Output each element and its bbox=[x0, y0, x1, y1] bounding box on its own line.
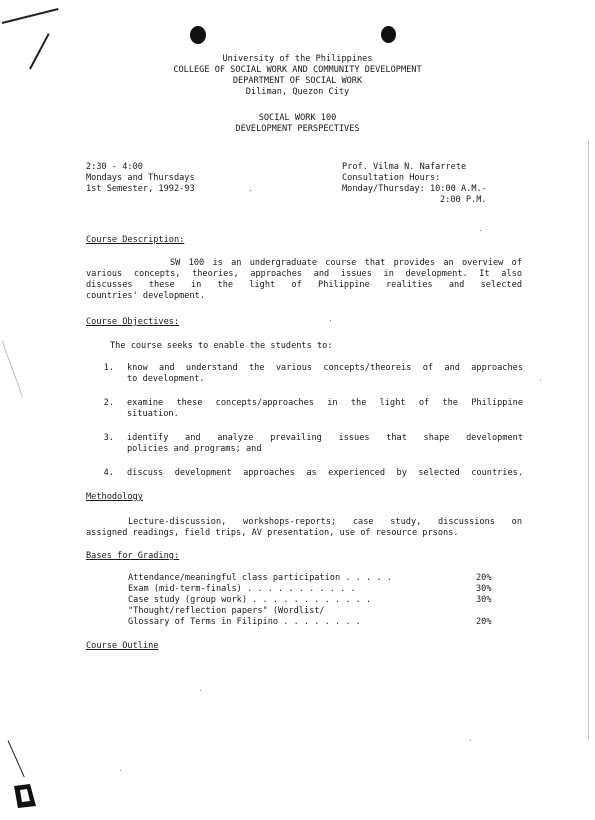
description-line: SW 100 is an undergraduate course that provides an overview of bbox=[170, 258, 522, 268]
grading-item-percent: 20% bbox=[476, 617, 492, 627]
objective-text: examine these concepts/approaches in the light of the Philippine bbox=[127, 398, 523, 408]
speck bbox=[330, 320, 331, 321]
objective-text: discuss development approaches as experienced by selected countries. bbox=[127, 468, 523, 478]
grading-heading: Bases for Grading: bbox=[86, 551, 180, 561]
speck bbox=[470, 740, 471, 741]
objective-number: 4. bbox=[103, 468, 114, 478]
college-name: COLLEGE OF SOCIAL WORK AND COMMUNITY DEVELOPMENT bbox=[173, 65, 422, 75]
description-line: various concepts, theories, approaches and issues in development. It also bbox=[86, 269, 522, 279]
grading-item-label: Case study (group work) . . . . . . . . . . . . bbox=[128, 595, 372, 605]
margin-curve-left bbox=[2, 340, 23, 397]
right-edge-line bbox=[588, 140, 589, 740]
course-title: DEVELOPMENT PERSPECTIVES bbox=[235, 124, 360, 134]
hole-punch-left bbox=[190, 26, 206, 44]
speck bbox=[250, 190, 251, 191]
grading-item-percent: 30% bbox=[476, 595, 492, 605]
grading-item-percent: 30% bbox=[476, 584, 492, 594]
objectives-heading: Course Objectives: bbox=[86, 317, 180, 327]
speck bbox=[120, 770, 121, 771]
objective-number: 1. bbox=[103, 363, 114, 373]
location: Diliman, Quezon City bbox=[245, 87, 350, 97]
objective-text: identify and analyze prevailing issues that shape development bbox=[127, 433, 523, 443]
description-heading: Course Description: bbox=[86, 235, 185, 245]
objective-text: to development. bbox=[127, 374, 205, 384]
consultation-hours: Monday/Thursday: 10:00 A.M.- bbox=[342, 184, 487, 194]
university-name: University of the Philippines bbox=[222, 54, 373, 64]
grading-item-label: Glossary of Terms in Filipino . . . . . . . . bbox=[128, 617, 361, 627]
grading-item-percent: 20% bbox=[476, 573, 492, 583]
class-time: 2:30 - 4:00 bbox=[86, 162, 143, 172]
speck bbox=[200, 690, 201, 691]
methodology-line: Lecture-discussion, workshops-reports; case study, discussions on bbox=[128, 517, 522, 527]
department-name: DEPARTMENT OF SOCIAL WORK bbox=[232, 76, 363, 86]
methodology-heading: Methodology bbox=[86, 492, 143, 502]
semester: 1st Semester, 1992-93 bbox=[86, 184, 195, 194]
consultation-label: Consultation Hours: bbox=[342, 173, 441, 183]
consultation-end: 2:00 P.M. bbox=[440, 195, 487, 205]
objective-text: policies and programs; and bbox=[127, 444, 262, 454]
objective-text: know and understand the various concepts/theoreis of and approaches bbox=[127, 363, 523, 373]
speck bbox=[480, 230, 481, 231]
description-line: discusses these in the light of Philippine realities and selected bbox=[86, 280, 522, 290]
margin-stroke-lower bbox=[8, 740, 25, 777]
margin-stroke-top bbox=[2, 8, 59, 24]
grading-item-label: "Thought/reflection papers" (Wordlist/ bbox=[128, 606, 325, 616]
objective-text: situation. bbox=[127, 409, 179, 419]
methodology-line: assigned readings, field trips, AV presentation, use of resource prsons. bbox=[86, 528, 459, 538]
speck bbox=[540, 380, 541, 381]
course-code: SOCIAL WORK 100 bbox=[258, 113, 337, 123]
corner-mark-icon bbox=[10, 782, 40, 812]
class-days: Mondays and Thursdays bbox=[86, 173, 195, 183]
hole-punch-right bbox=[381, 26, 396, 43]
grading-item-label: Attendance/meaningful class participation . . . . . bbox=[128, 573, 392, 583]
objective-number: 2. bbox=[103, 398, 114, 408]
instructor-name: Prof. Vilma N. Nafarrete bbox=[342, 162, 467, 172]
objectives-intro: The course seeks to enable the students to: bbox=[110, 341, 333, 351]
description-line: countries' development. bbox=[86, 291, 205, 301]
grading-item-label: Exam (mid-term-finals) . . . . . . . . . . . bbox=[128, 584, 356, 594]
objective-number: 3. bbox=[103, 433, 114, 443]
outline-heading: Course Outline bbox=[86, 641, 159, 651]
